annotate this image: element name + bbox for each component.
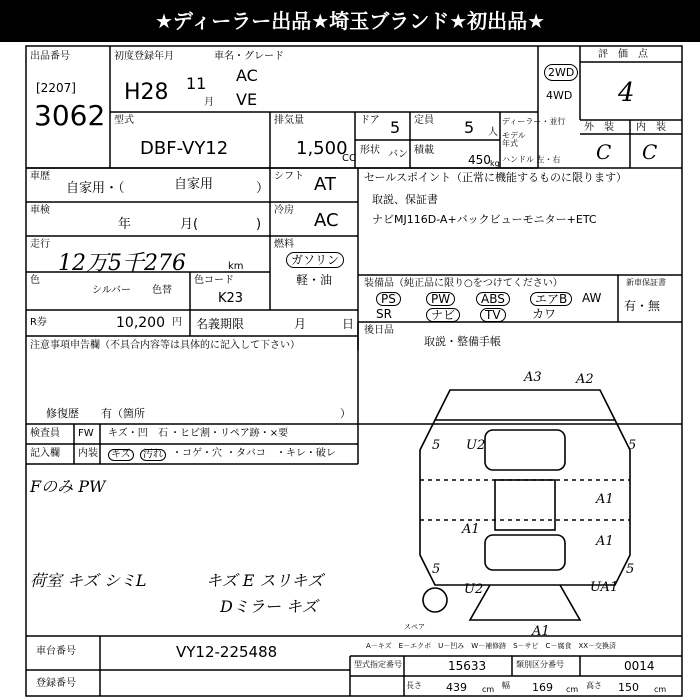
damage-a1-right-front: A1 (596, 492, 614, 507)
first-reg-label: 初度登録年月 (114, 51, 174, 62)
recycle-label: R券 (30, 317, 47, 328)
equip-navi: ナビ (426, 308, 460, 322)
damage-u2-rear: U2 (464, 582, 484, 597)
score-label: 評 価 点 (598, 49, 648, 60)
equip-aw: AW (582, 291, 602, 305)
model-year-label: モデル年式 (502, 131, 526, 148)
checker-scratch: キズ・凹 (108, 428, 148, 439)
fuel-gasoline: ガソリン (286, 252, 344, 268)
spec-height-label: 高さ (586, 681, 602, 690)
displacement-value: 1,500 (296, 138, 348, 159)
recycle-unit: 円 (172, 317, 182, 328)
interior-score: C (642, 140, 658, 164)
lot-sub: [2207] (36, 81, 76, 95)
lot-label: 出品番号 (30, 51, 70, 62)
displacement-label: 排気量 (274, 115, 304, 126)
ownership-month: 月 (294, 317, 307, 331)
car-name-label: 車名・グレード (214, 51, 284, 62)
spec-class-label: 類別区分番号 (516, 660, 564, 669)
warranty-value: 有・無 (624, 299, 661, 313)
capacity-value: 5 (464, 118, 475, 137)
checker-interior: 内装 (78, 448, 98, 459)
recycle-value: 10,200 (116, 315, 165, 331)
checker-int-tobacco: ・タバコ (226, 448, 266, 459)
spec-model-label: 型式指定番号 (354, 660, 402, 669)
load-label: 積載 (414, 145, 434, 156)
after-label: 後日品 (364, 325, 394, 336)
aircon-label: 冷房 (274, 205, 294, 216)
checker-row1-rest: ・ヒビ割・リペア跡・×要 (170, 428, 289, 439)
checker-label-1: 検査員 (30, 428, 60, 439)
exterior-label: 外 装 (584, 122, 614, 133)
first-reg-year: H28 (124, 80, 169, 105)
equip-sr: SR (376, 307, 392, 321)
repair-close: ） (340, 407, 351, 420)
damage-a2: A2 (576, 372, 594, 387)
shape-label: 形状 (360, 145, 380, 156)
usage-private: 自家用 (174, 177, 214, 192)
spec-length-label: 長さ (406, 681, 422, 690)
mileage-unit: km (228, 261, 244, 272)
usage-close: ） (256, 181, 270, 196)
doors-label: ドア (360, 115, 380, 126)
damage-ua1: UA1 (590, 580, 619, 595)
lot-number: 3062 (34, 99, 106, 132)
sales-point-line1: 取説、保証書 (372, 193, 438, 206)
inspection-close: ) (256, 217, 262, 232)
spec-width-unit: cm (566, 685, 579, 694)
chassis-value: VY12-225488 (176, 643, 278, 661)
damage-a3: A3 (524, 370, 542, 385)
model-value: DBF-VY12 (140, 138, 229, 159)
load-unit: kg (490, 159, 500, 168)
car-damage-diagram (390, 370, 660, 630)
color-change-label: 色替 (152, 285, 172, 296)
checker-fw: FW (78, 428, 94, 439)
checker-label-2: 記入欄 (30, 448, 60, 459)
mileage-label: 走行 (30, 239, 50, 250)
warranty-label: 新車保証書 (626, 278, 666, 287)
score-value: 4 (618, 78, 635, 108)
capacity-unit: 人 (488, 127, 498, 138)
spare-label: スペア (404, 623, 425, 631)
damage-tire-fr: 5 (628, 438, 637, 453)
note-luggage: 荷室 キズ シミL (30, 571, 147, 590)
first-reg-month: 11 (186, 74, 207, 93)
equip-airbag: エアB (530, 292, 572, 306)
color-code-label: 色コード (194, 275, 234, 286)
equip-ps: PS (376, 292, 401, 306)
auction-banner: ★ディーラー出品★埼玉ブランド★初出品★ (0, 0, 700, 42)
damage-tire-rr: 5 (626, 562, 635, 577)
usage-label: 車歴 (30, 171, 50, 182)
color-value: シルバー (92, 285, 132, 296)
note-scratch: キズ E スリキズ (206, 571, 324, 590)
damage-tire-fl: 5 (432, 438, 441, 453)
inspection-month: 月( (180, 217, 199, 232)
ownership-label: 名義期限 (196, 317, 245, 331)
spec-width: 169 (532, 681, 553, 694)
drive-4wd: 4WD (546, 89, 573, 102)
car-grade: VE (236, 90, 258, 109)
equip-tv: TV (480, 308, 506, 322)
capacity-label: 定員 (414, 115, 434, 126)
equip-leather: カワ (532, 307, 557, 321)
sales-point-label: セールスポイント（正常に機能するものに限ります） (364, 171, 628, 184)
spec-height-unit: cm (654, 685, 667, 694)
chassis-label: 車台番号 (36, 646, 76, 657)
first-reg-month-unit: 月 (204, 97, 214, 108)
usage-value: 自家用・（ (66, 181, 125, 196)
car-name: AC (236, 66, 258, 85)
repair-history: 修復歴 有（箇所 (46, 407, 145, 420)
ownership-day: 日 (342, 317, 355, 331)
damage-tire-rl: 5 (432, 562, 441, 577)
exterior-score: C (596, 140, 612, 164)
damage-a1-right-rear: A1 (596, 534, 614, 549)
damage-a1-rear: A1 (532, 624, 550, 639)
inspection-label: 車検 (30, 205, 50, 216)
sales-point-line2: ナビMJ116D-A+バックビューモニター+ETC (372, 213, 597, 226)
handle-label: ハンドル 左・右 (502, 155, 561, 164)
load-value: 450 (468, 153, 491, 167)
damage-u2-front: U2 (466, 438, 486, 453)
equipment-label: 装備品（純正品に限り○をつけてください） (364, 278, 563, 289)
spec-width-label: 幅 (502, 681, 510, 690)
note-front-pw: Fのみ PW (30, 477, 106, 496)
notes-label: 注意事項申告欄（不具合内容等は具体的に記入して下さい） (30, 340, 300, 351)
drive-2wd: 2WD (544, 64, 578, 81)
doors-value: 5 (390, 118, 401, 137)
spec-length: 439 (446, 681, 467, 694)
mileage-value: 12万5千276 (58, 251, 186, 276)
spec-length-unit: cm (482, 685, 495, 694)
color-code: K23 (218, 291, 244, 306)
equip-pw: PW (426, 292, 455, 306)
inspection-year: 年 (118, 217, 132, 232)
fuel-diesel: 軽・油 (296, 273, 333, 287)
after-value: 取説・整備手帳 (424, 335, 501, 348)
displacement-unit: CC (342, 153, 356, 164)
model-label: 型式 (114, 115, 134, 126)
registration-label: 登録番号 (36, 678, 76, 689)
damage-a1-left: A1 (462, 522, 480, 537)
shift-label: シフト (274, 171, 304, 182)
checker-int-burn: ・コゲ・穴 (172, 448, 222, 459)
damage-legend: A－キズ E－エクボ U－凹み W－補修跡 S－サビ C－腐食 XX－交換済 (366, 642, 617, 650)
interior-label: 内 装 (636, 122, 666, 133)
aircon-value: AC (314, 210, 339, 231)
shape-value: バン (388, 149, 408, 160)
checker-stone: 石 (158, 428, 168, 439)
spec-model-value: 15633 (448, 659, 487, 673)
spec-height: 150 (618, 681, 639, 694)
checker-int-rest: ・キレ・破レ (276, 448, 336, 459)
color-label: 色 (30, 275, 40, 286)
note-mirror: Dミラー キズ (220, 597, 318, 616)
shift-value: AT (314, 174, 336, 195)
spec-class-value: 0014 (624, 659, 655, 673)
fuel-label: 燃料 (274, 239, 294, 250)
checker-int-scratch: キズ (108, 449, 134, 461)
checker-int-dirt: 汚れ (140, 449, 166, 461)
dealer-label: ディーラー・並行 (502, 117, 566, 126)
equip-abs: ABS (476, 292, 510, 306)
